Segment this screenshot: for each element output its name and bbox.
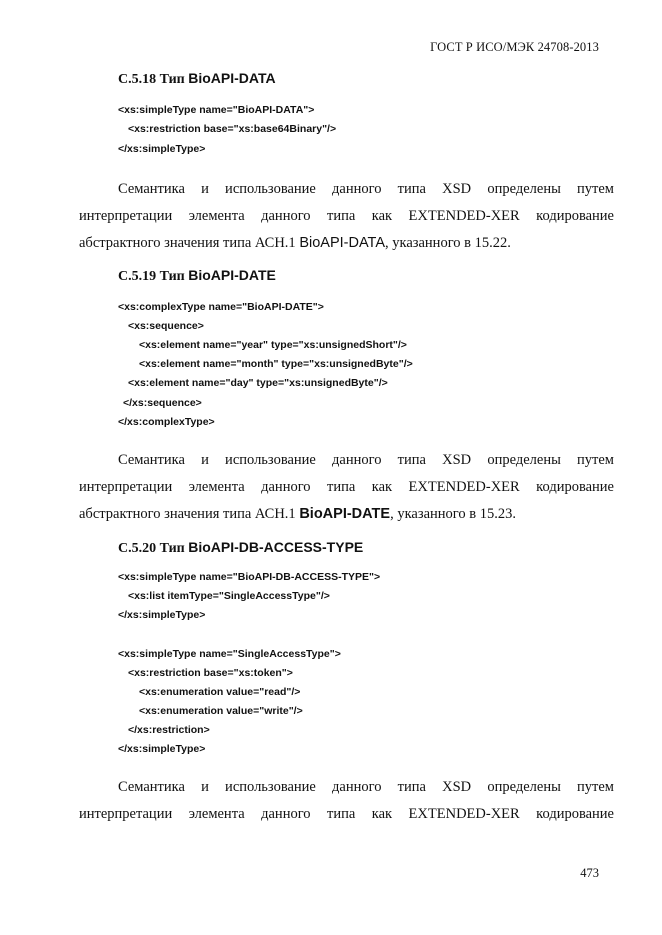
semantics-paragraph xyxy=(79,181,614,261)
page-number: 473 xyxy=(580,866,599,880)
code-line: <xs:element name="month" type="xs:unsignedByte"/> xyxy=(139,358,413,370)
code-line: </xs:simpleType> xyxy=(118,743,206,755)
section-type-name: BioAPI-DATA xyxy=(188,70,276,86)
code-line: <xs:restriction base="xs:token"> xyxy=(128,667,293,679)
code-line: </xs:sequence> xyxy=(123,397,202,409)
section-type-name: BioAPI-DATE xyxy=(188,267,276,283)
section-number: С.5.19 Тип xyxy=(118,269,185,284)
code-line: <xs:element name="day" type="xs:unsignedByte"/> xyxy=(128,377,388,389)
code-line: <xs:simpleType name="BioAPI-DB-ACCESS-TYPE"> xyxy=(118,571,381,583)
paragraph-line: интерпретации элемента данного типа как EXTENDED-XER кодирование xyxy=(79,806,614,822)
paragraph-line: Семантика и использование данного типа XSD определены путем xyxy=(118,779,614,795)
code-line: <xs:complexType name="BioAPI-DATE"> xyxy=(118,301,324,313)
paragraph-line: Семантика и использование данного типа XSD определены путем xyxy=(118,452,614,468)
paragraph-line xyxy=(79,506,516,523)
code-line: <xs:sequence> xyxy=(128,320,204,332)
paragraph-line: интерпретации элемента данного типа как EXTENDED-XER кодирование xyxy=(79,208,614,224)
code-line: </xs:complexType> xyxy=(118,416,215,428)
semantics-paragraph xyxy=(79,452,614,532)
code-line: <xs:element name="year" type="xs:unsignedShort"/> xyxy=(139,339,407,351)
type-name-ref: BioAPI-DATE xyxy=(299,506,391,522)
paragraph-text: абстрактного значения типа АСН.1 xyxy=(79,235,300,251)
section-heading-c5-20 xyxy=(118,539,363,557)
document-header: ГОСТ Р ИСО/МЭК 24708-2013 xyxy=(430,40,599,54)
section-heading-c5-18 xyxy=(118,70,276,88)
code-line: <xs:list itemType="SingleAccessType"/> xyxy=(128,590,330,602)
code-line: <xs:restriction base="xs:base64Binary"/> xyxy=(128,123,337,135)
code-line: <xs:simpleType name="SingleAccessType"> xyxy=(118,648,341,660)
code-line: <xs:enumeration value="write"/> xyxy=(139,705,303,717)
section-number: С.5.20 Тип xyxy=(118,541,185,556)
paragraph-text: абстрактного значения типа АСН.1 xyxy=(79,506,300,522)
semantics-paragraph xyxy=(79,779,614,833)
code-line: </xs:simpleType> xyxy=(118,143,206,155)
paragraph-line xyxy=(79,235,511,252)
paragraph-text: , указанного в 15.23. xyxy=(390,506,516,522)
code-line: </xs:restriction> xyxy=(128,724,210,736)
section-heading-c5-19 xyxy=(118,267,276,285)
paragraph-text: , указанного в 15.22. xyxy=(385,235,511,251)
section-number: С.5.18 Тип xyxy=(118,72,185,87)
code-line: <xs:simpleType name="BioAPI-DATA"> xyxy=(118,104,315,116)
paragraph-line: Семантика и использование данного типа XSD определены путем xyxy=(118,181,614,197)
code-line: </xs:simpleType> xyxy=(118,609,206,621)
type-name-ref: BioAPI-DATA xyxy=(299,235,385,251)
section-type-name: BioAPI-DB-ACCESS-TYPE xyxy=(188,539,364,555)
code-line: <xs:enumeration value="read"/> xyxy=(139,686,301,698)
paragraph-line: интерпретации элемента данного типа как EXTENDED-XER кодирование xyxy=(79,479,614,495)
